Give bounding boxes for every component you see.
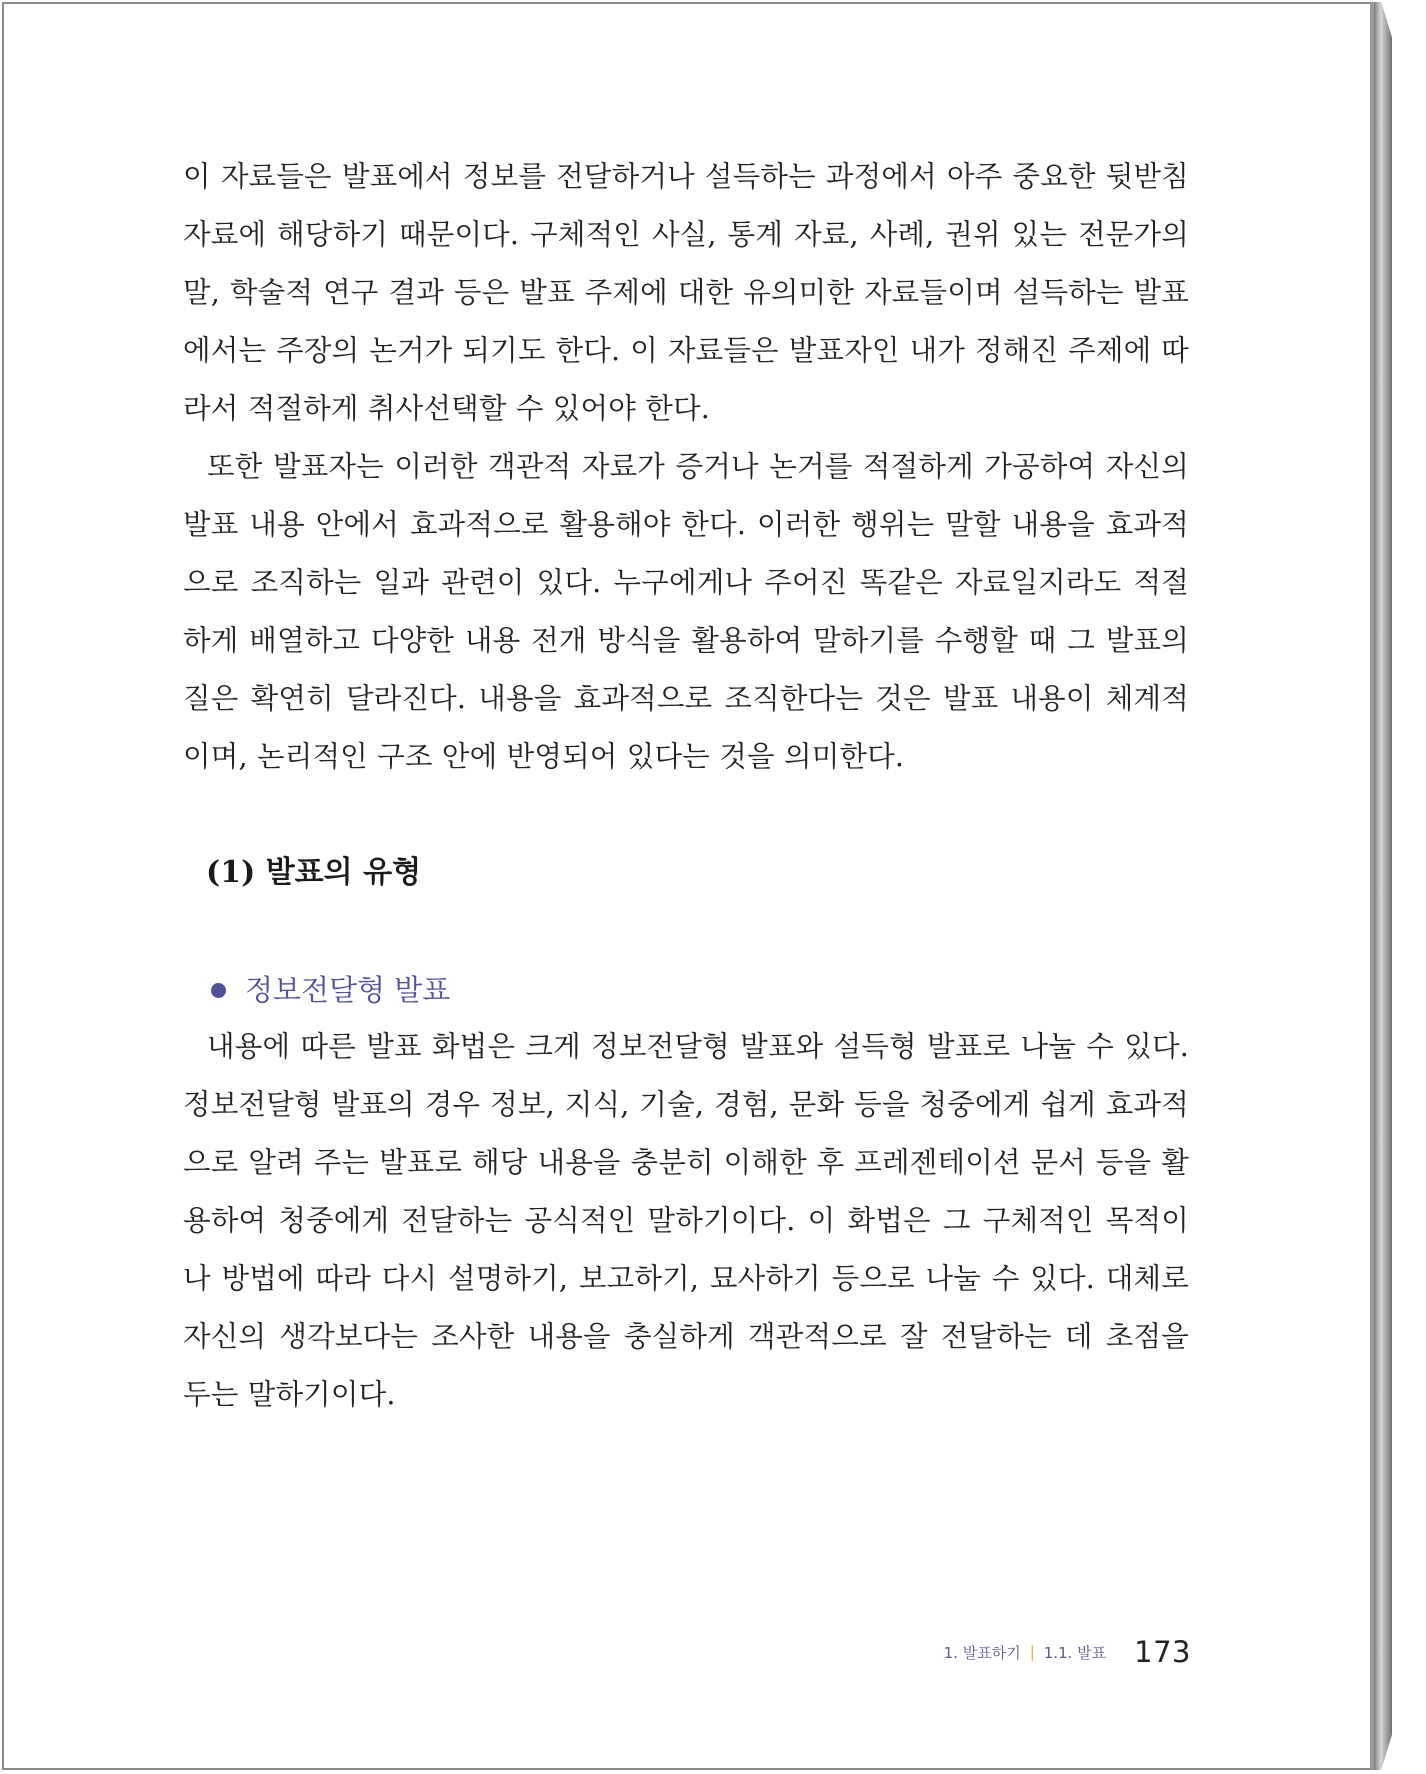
bullet-heading [211,965,450,1015]
body-paragraph-2: 또한 발표자는 이러한 객관적 자료가 증거나 논거를 적절하게 가공하여 자신의 발표 내용 안에서 효과적으로 활용해야 한다. 이러한 행위는 말할 내용을 효과적으로 조직하는 일과 관련이 있다. 누구에게나 주어진 똑같은 자료일지라도 적절하게 배열하고 다양한 내용 전개 방식을 활용하여 말하기를 수행할 때 그 발표의 질은 확연히 달라진다. 내용을 효과적으로 조직한다는 것은 발표 내용이 체계적이며, 논리적인 구조 안에 반영되어 있다는 것을 의미한다. [183,450,1189,773]
intro-block [183,148,1189,786]
footer-separator: | [1029,1643,1035,1661]
body-paragraph-3: 내용에 따른 발표 화법은 크게 정보전달형 발표와 설득형 발표로 나눌 수 있다. 정보전달형 발표의 경우 정보, 지식, 기술, 경험, 문화 등을 청중에게 쉽게 효과적으로 알려 주는 발표로 해당 내용을 충분히 이해한 후 프레젠테이션 문서 등을 활용하여 청중에게 전달하는 공식적인 말하기이다. 이 화법은 그 구체적인 목적이나 방법에 따라 다시 설명하기, 보고하기, 묘사하기 등으로 나눌 수 있다. 대체로 자신의 생각보다는 조사한 내용을 충실하게 객관적으로 잘 전달하는 데 초점을 두는 말하기이다. [183,1030,1189,1411]
section-heading: (1) 발표의 유형 [206,855,422,890]
page-curl-edge [1374,2,1392,1770]
page-edge-line [1370,2,1374,1770]
body-paragraph-1: 이 자료들은 발표에서 정보를 전달하거나 설득하는 과정에서 아주 중요한 뒷받침 자료에 해당하기 때문이다. 구체적인 사실, 통계 자료, 사례, 권위 있는 전문가의 말, 학술적 연구 결과 등은 발표 주제에 대한 유의미한 자료들이며 설득하는 발표에서는 주장의 논거가 되기도 한다. 이 자료들은 발표자인 내가 정해진 주제에 따라서 적절하게 취사선택할 수 있어야 한다. [183,160,1189,425]
page-footer [943,1632,1191,1672]
footer-chapter: 1. 발표하기 [943,1643,1021,1662]
info-block [183,1018,1189,1424]
bullet-dot-icon [211,983,226,998]
page-number: 173 [1134,1635,1191,1669]
bullet-heading-label: 정보전달형 발표 [245,973,451,1007]
footer-section: 1.1. 발표 [1043,1643,1107,1662]
